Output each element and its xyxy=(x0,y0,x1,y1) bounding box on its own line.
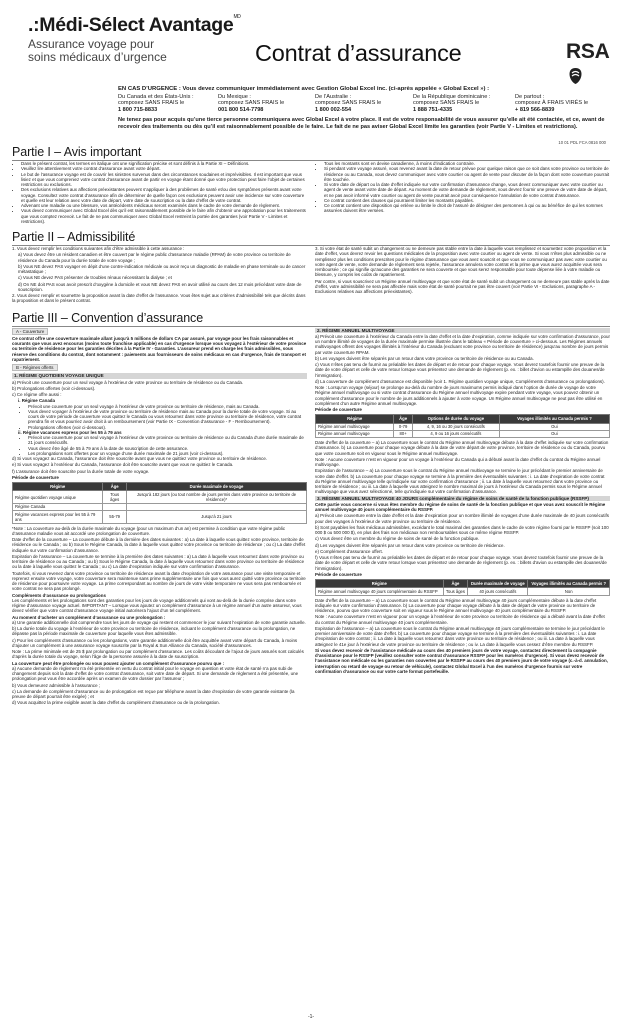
phone-label: composez SANS FRAIS le xyxy=(118,100,185,107)
canada-plan-items xyxy=(12,404,307,430)
eligibility-condition: b) Vous NE devez PAS voyager en dépit d’une contre-indication médicale ou avoir reçu un diagnostic de maladie en phase terminale ou de cancer métastatique ; xyxy=(18,263,306,275)
plan-item: c) Vous n’êtes pas tenu de fournir au préalable les dates de départ et de retour pour chaque voyage. Vous devrez toutefois fournir une preuve de la date de votre départ et celle de votre retour lorsque vous présentez une demande de règlement (p. ex. : billet d’avion ou estampille des douanes/de l’immigration). xyxy=(315,362,605,378)
plan-item: • Vous devez voyager à l’extérieur de votre province ou territoire de résidence mais au Canada pour la durée totale de votre voyage. Si au cours de votre période de couverture vous quittez le Canada ou vous retournez dans votre province ou territoire de résidence, votre contrat prendra fin et vous pourriez avoir droit à un remboursement (voir Partie IX - Convention d’assurance - F - Remboursement). xyxy=(28,409,307,425)
plan-item: • Prolongations offertes (voir ci-dessous). xyxy=(28,425,307,430)
table-header: Âge xyxy=(394,415,413,423)
table-cell: 80+ xyxy=(394,430,413,437)
plan-item: a) Prévoit une couverture entre la date d’effet et la date d’expiration pour un nombre illimité de voyages d’une durée maximale de 40 jours consécutifs pour des voyages à l’extérieur de votre province ou territoire de résidence. xyxy=(315,513,609,524)
document-reference: 10 01 PDL FCA 0816 000 xyxy=(558,140,606,146)
emergency-phone-list xyxy=(118,94,616,114)
tagline-line-2: soins médicaux d’urgence xyxy=(28,49,167,64)
coverage-period-table-3 xyxy=(315,579,610,596)
expiry-text: Expiration de l’assurance – La couverture se termine à la première des dates suivantes : a) La date à laquelle vous retournez dans votre province ou territoire de résidence ou au Canada ; ou b) Sous le Régime Canada, la date à laquelle vous retournez dans votre province ou territoire de résidence ou la date à laquelle vous quittez le Canada ; ou c) La date d’expiration indiquée sur votre confirmation d’assurance. xyxy=(12,553,305,570)
condition-item: b) Vous demeurez admissible à l’assurance ; xyxy=(12,682,101,688)
page-title: Contrat d’assurance xyxy=(255,40,462,66)
table-cell: Jusqu’à 182 jours (ou tout nombre de jours permis dans votre province ou territoire de résidence)* xyxy=(127,491,307,504)
plan-2-note: Note : Lorsqu’un voyage (séjour) se prolonge au-delà du nombre de jours maximums permis indiqué dans l’option de durée de voyage de votre Régime annuel multivoyage ou si votre contrat d’assurance du Régime annuel multivoyage expire pendant votre voyage, vous pouvez obtenir un complément d’assurance pour le nombre de jours additionnels à ajouter à votre voyage. Un Régime annuel multivoyage ne peut pas être utilisé en complément d’un autre Régime annuel multivoyage. xyxy=(315,385,603,406)
table-cell xyxy=(127,503,307,510)
minimum-premium-note: Note : La prime minimale est de 25 $ par prolongation ou par complément d’assurance. Les coûts découlant de l’ajout de jours assurés sont calculés d’après la durée totale du voyage, selon l’âge de la personne assurée à la date de souscription. xyxy=(12,649,304,660)
plan-item: f) Vous n’êtes pas tenu de fournir au préalable les dates de départ et de retour pour chaque voyage. Vous devrez toutefois fournir une preuve de la date de votre départ et celle de votre retour lorsque vous présentez une demande de règlement (p. ex. : billets d’avion ou estampille des douanes/de l’immigration). xyxy=(315,555,607,571)
notice-item: • Si votre date de départ ou la date d’effet indiquée sur votre confirmation d’assurance change, vous devez communiquer avec votre courtier ou agent de vente avant votre date de départ. Au moment de votre demande de règlement, vous devrez fournir une preuve de votre date de départ, et ne pas avoir informé votre courtier ou agent de vente pourrait avoir pour conséquence l’annulation de votre contrat d’assurance. xyxy=(324,182,610,198)
insurer-name: RSA xyxy=(566,40,610,63)
condition-item: d) Vous acquittez la prime exigible avant la date d’effet du complément d’assurance ou de la prolongation. xyxy=(12,700,220,706)
part-1-right-list xyxy=(315,161,610,214)
purchase-conditions-title: Au moment d’acheter un complément d’assurance ou une prolongation : xyxy=(12,614,166,620)
plan-item: a) Prévoit une couverture à l’extérieur du Canada entre la date d’effet et la date d’expiration, comme indiquée sur votre confirmation d’assurance, pour un nombre illimité de voyages de la durée maximale permise illustrée dans le tableau « Période de couverture » ci-dessous. Les Régimes annuels multivoyages offrent des voyages illimités à l’intérieur du Canada (excluant votre province ou territoire de résidence) jusqu’au nombre de jours permis par votre couverture RPAM. xyxy=(315,333,610,355)
condition-item: c) La demande de complément d’assurance ou de prolongation est reçue par téléphone avant la date d’expiration de votre garantie existante (la preuve de départ pourrait être exigée) ; et xyxy=(12,688,295,700)
phone-region: De la République dominicaine : xyxy=(413,93,491,100)
table-cell: 40 jours consécutifs xyxy=(468,588,528,595)
table-cell: Régime annuel multivoyage 40 jours complémentaire du RSSFP xyxy=(316,588,444,595)
plan-3-expiry: Expiration de l’assurance – a) La couverture sous le contrat du Régime annuel multivoyage 40 jours complémentaire se termine le jour précédant le premier anniversaire de votre date d’effet. b) La couverture pour chaque voyage se termine à la première des éventualités suivantes : i. La date d’expiration de votre contrat ; ii. La date à laquelle vous retournez dans votre province ou territoire de résidence ; ou iii. La date à laquelle vous atteignez le 41e jour à l’extérieur de votre province ou territoire de résidence ; ou iv. La date à laquelle vous cessez d’être membre du RSSFP. xyxy=(315,625,605,647)
table-row xyxy=(13,503,307,510)
table-header: Âge xyxy=(103,483,127,491)
phone-region: Du Canada et des États-Unis : xyxy=(118,93,194,100)
eligibility-annual-note: Par contre, si vous souscrivez un Régime annuel multivoyage et que votre état de santé subit un changement ou ne demeure pas stable après la date d’effet, votre admissibilité ne sera pas affectée mais votre état de santé pourrait ne pas être couvert (voir Partie VI - Exclusions, paragraphe A - Exclusions relatives aux affections préexistantes). xyxy=(315,278,610,295)
page-header xyxy=(12,0,610,86)
plan-3-effective-date: Date d’effet de la couverture – a) La couverture sous le contrat du Régime annuel multivoyage 40 jours complémentaire débute à la date d’effet indiquée sur votre confirmation d’assurance. b) La couverture pour chaque voyage débute à la date de départ de votre province ou territoire de résidence, pourvu que votre couverture soit en vigueur sous le Régime annuel multivoyage 40 jours complémentaire du RSSFP. xyxy=(315,597,597,614)
emergency-note: Ne tenez pas pour acquis qu’une tierce personne communiquera avec Global Excel à votre place. Il est de votre responsabilité de vous assurer qu’elle ait été contactée, et ce, avant de recevoir des traitements ou dès qu’il est raisonnablement possible de le faire. Le fait de ne pas aviser Global Excel limite les garanties (voir Partie V - Limites et restrictions). xyxy=(118,116,605,130)
plan-3-assistance-note: Si vous devez recevoir de l’assistance médicale au cours des 40 premiers jours de votre voyage, contactez directement la compagnie d’assistance pour le RSSFP (veuillez consulter votre contrat d’assurance RSSFP pour les numéros d’urgence). Si vous devez recevoir de l’assistance non médicale ou les garanties non couvertes par le RSSFP au cours des 40 premiers jours de votre voyage (c.-à-d. annulation, interruption ou retard de voyage ou retour de véhicule), contactez Global Excel à l’un des numéros d’urgence fournis sur votre confirmation d’assurance ou sur votre carte format portefeuille. xyxy=(315,647,608,674)
plan-item: c) Vous devez être un membre du régime de soins de santé de la fonction publique. xyxy=(315,536,480,542)
plan-1-heading: 1. RÉGIME QUOTIDIEN VOYAGE UNIQUE xyxy=(12,373,307,378)
emergency-phone-entry xyxy=(413,94,515,114)
table-header: Âge xyxy=(443,580,468,588)
notice-item: • Advenant une maladie ou une blessure, vos antécédents médicaux seront examinés dans le cadre de votre demande de règlement. xyxy=(21,203,307,208)
eligibility-condition: d) On NE doit PAS vous avoir prescrit d’oxygène à domicile et vous NE devez PAS en avoir utilisé au cours des 12 mois précédant votre date de souscription. xyxy=(18,281,302,292)
notice-item: • Ce contrat contient une disposition qui enlève ou limite le droit de l’assuré de désigner des personnes à qui ou au bénéfice de qui les sommes assurées doivent être versées. xyxy=(324,203,610,214)
emergency-lead: EN CAS D’URGENCE : Vous devez communiquer immédiatement avec Gestion Global Excel inc. (ci-après appelée « Global Excel ») : xyxy=(118,86,490,92)
table-cell: Tous âges xyxy=(443,588,468,595)
eligibility-condition: a) Vous devez être un résident canadien et être couvert par le régime public d’assurance maladie (RPAM) de votre province ou territoire de résidence du Canada pour la durée totale de votre voyage ; xyxy=(18,252,291,263)
effective-date-text: Date d’effet de la couverture – La couverture débute à la dernière des dates suivantes : a) La date à laquelle vous quittez votre province, territoire de résidence ou le Canada ; ou b) Sous le Régime Canada, la date à laquelle vous quittez votre province ou territoire de résidence ; ou c) La date d’effet indiquée sur votre confirmation d’assurance. xyxy=(12,537,306,553)
plan-2-expiry: Expiration de l’assurance – a) La couverture sous le contrat du Régime annuel multivoyage se termine le jour précédant le premier anniversaire de votre date d’effet. b) La couverture pour chaque voyage se termine à la première des éventualités suivantes : i. La date d’expiration de votre contrat du Régime annuel multivoyage telle qu’indiquée sur votre confirmation d’assurance ; ii. La date à laquelle vous retournez dans votre province ou territoire de résidence ; ou iii. La date à laquelle vous atteignez le nombre maximal de jours à l’extérieur du Canada permis sous le Régime annuel multivoyage que vous avez sélectionné, telle qu’indiquée sur votre confirmation d’assurance. xyxy=(315,468,605,495)
period-title-3: Période de couverture xyxy=(315,571,362,577)
notice-item: • Dans le présent contrat, les termes en italique ont une signification précise et sont définis à la Partie XI – Définitions. xyxy=(21,161,307,166)
coverage-period-table-1 xyxy=(12,482,307,524)
table-header: Régime xyxy=(316,580,444,588)
plan-3-heading: 3. RÉGIME ANNUEL MULTIVOYAGE 40 JOURS complémentaire du régime de soins de santé de la fonction publique (RSSFP) xyxy=(315,496,610,501)
brand-tagline xyxy=(28,38,241,63)
brand-logo xyxy=(28,14,241,37)
table-header: Voyages illimités au Canada permis ? xyxy=(528,580,610,588)
plan-2-heading: 2. RÉGIME ANNUEL MULTIVOYAGE xyxy=(315,328,610,333)
phone-label: composez SANS FRAIS le xyxy=(218,100,285,107)
table-cell: Tous âges xyxy=(103,491,127,504)
section-title-part-2: Partie II – Admissibilité xyxy=(12,230,610,246)
table-cell: 4, 9, 16 ou 30 jours consécutifs xyxy=(412,423,499,430)
emergency-phone-entry xyxy=(315,94,413,114)
condition-item: c) Pour les compléments d’assurance ou les prolongations, votre garantie additionnelle doit être acquittée avant votre départ du Canada, à moins d’ajouter un complément à une assurance voyage souscrite par la Royal & Sun Alliance du Canada, société d’assurances. xyxy=(12,637,298,648)
eligibility-conditions xyxy=(12,252,307,292)
part-1-left-list xyxy=(12,161,307,224)
page-number: -1- xyxy=(307,1014,315,1020)
coverage-period-table-2 xyxy=(315,414,610,438)
table-header: Durée maximale de voyage xyxy=(468,580,528,588)
subsection-coverage: A - Couverture xyxy=(12,328,48,335)
table-row xyxy=(316,423,610,430)
emergency-phone-entry xyxy=(218,94,315,114)
phone-label: composez SANS FRAIS le xyxy=(315,100,382,107)
subsection-plans: B - Régimes offerts xyxy=(12,364,58,371)
table-header: Durée maximale de voyage xyxy=(127,483,307,491)
rsa-emblem-icon xyxy=(568,67,583,85)
notice-item: • Des exclusions relatives aux affections préexistantes peuvent s’appliquer à des problèmes de santé et/ou des symptômes présents avant votre voyage. Consultez votre contrat d’assurance afin de déterminer de quelle façon ces exclusions peuvent avoir une incidence sur votre couverture et quelle est leur relation avec votre date de départ, votre date de souscription ou la date d’effet de votre contrat. xyxy=(21,187,307,203)
canada-plan-title: i. Régime Canada xyxy=(18,398,55,404)
plan-item: e) Si vous voyagez à l’extérieur du Canada, l’assurance doit être souscrite avant que vous ne quittiez le Canada. xyxy=(12,462,234,468)
period-title-1: Période de couverture xyxy=(12,474,59,480)
table-header: Régime xyxy=(13,483,103,491)
table-cell: Régime annuel multivoyage xyxy=(316,430,394,437)
table-row xyxy=(13,511,307,524)
emergency-phone-entry xyxy=(515,94,608,114)
plan-1-tail-items xyxy=(12,456,307,474)
part-1-body xyxy=(12,161,610,224)
table-cell: Jusqu’à 21 jours xyxy=(127,511,307,524)
phone-region: De l’Australie : xyxy=(315,93,352,100)
phone-label: composez À FRAIS VIRÉS le xyxy=(515,100,589,107)
eligibility-item-2: 2. Vous devez remplir et soumettre la proposition avant la date d’effet de l’assurance. Vous êtes sujet aux critères d’admissibilité tels que décrits dans la proposition et dans le présent contrat. xyxy=(12,293,306,304)
plan-item: b) Sont payables les frais médicaux admissibles, excédant le total maximal des garanties dans le cadre de votre régime fourni par le RSSFP (soit 100 000 $ ou 500 000 $), en plus des frais non médicaux non remboursables sous ce même régime RSSFP. xyxy=(315,524,609,536)
plan-item: b) Les voyages doivent être séparés par un retour dans votre province ou territoire de résidence ou au Canada. xyxy=(315,355,534,361)
table-cell: 0-79 xyxy=(394,423,413,430)
brand-mark: MD xyxy=(233,14,241,20)
notice-item: • Le but de l’assurance voyage est de couvrir les sinistres survenus dans des circonstances soudaines et imprévisibles. Il est important que vous lisiez et que vous compreniez votre contrat d’assurance avant de partir en voyage étant donné que votre protection peut faire l’objet de certaines restrictions ou exclusions. xyxy=(21,172,307,188)
table-1-note: *Note : La couverture au-delà de la durée maximale du voyage (pour un maximum d’un an) est permise à condition que votre régime public d’assurance maladie vous ait accordé une prolongation de couverture. xyxy=(12,525,286,536)
phone-label: composez SANS FRAIS le xyxy=(413,100,480,107)
plan-item: c) Ce régime offre aussi : xyxy=(12,392,62,398)
extension-conditions-title: La couverture peut être prolongée ou vous pouvez ajouter un complément d’assurance pourvu que : xyxy=(12,660,225,666)
part-3-right-column xyxy=(315,327,610,707)
period-title-2: Période de couverture xyxy=(315,407,362,413)
table-row xyxy=(316,588,610,595)
plan-item: f) L’assurance doit être souscrite pour la durée totale de votre voyage. xyxy=(12,468,150,474)
table-row xyxy=(13,491,307,504)
plan-item: d) Les voyages doivent être séparés par un retour dans votre province ou territoire de résidence. xyxy=(315,542,505,548)
table-cell: Non xyxy=(528,588,610,595)
phone-number: + 819 566-8839 xyxy=(515,107,555,114)
plan-3-lead: Cette partie vous concerne si vous êtes membre du régime de soins de santé de la fonction publique et que vous avez souscrit le Régime annuel multivoyage 40 jours complémentaire du RSSFP. xyxy=(315,501,606,513)
eligibility-intro: 1. Vous devez remplir les conditions suivantes afin d’être admissible à cette assurance : xyxy=(12,246,185,252)
plan-3-items xyxy=(315,513,610,571)
part-3-body xyxy=(12,327,610,707)
vacation-plan-items xyxy=(12,435,307,456)
eligibility-condition: c) Vous NE devez PAS présenter de troubles rénaux nécessitant la dialyse ; et xyxy=(18,275,172,281)
plan-item: d) La couverture de complément d’assurance est disponible (voir 1. Régime quotidien voyage unique, Compléments d’assurance ou prolongations). xyxy=(315,378,605,384)
plan-1-items xyxy=(12,380,307,398)
top-up-text: Les compléments et les prolongations sont des garanties pour les jours de voyage additionnels qui vont au-delà de la durée comprise dans votre régime d’assurance voyage actuel. IMPORTANT – Lorsque vous ajoutez un complément d’assurance à un régime annuel d’un autre assureur, vous devez vérifier que votre contrat d’assurance voyage initial autorisera l’ajout d’un tel complément. xyxy=(12,597,302,614)
table-cell: Oui xyxy=(499,423,609,430)
table-cell: 4, 9 ou 16 jours consécutifs xyxy=(412,430,499,437)
table-cell: Oui xyxy=(499,430,609,437)
plan-item: • Prévoit une couverture pour un seul voyage à l’extérieur de votre province ou territoire de résidence, mais au Canada. xyxy=(28,404,307,409)
temporary-return-text: Toutefois, si vous revenez dans votre province ou territoire de résidence avant la date d’expiration de votre assurance pour une visite temporaire et reprenez ensuite votre voyage, votre couverture sera maintenue sans prime supplémentaire une fois que vous aurez quitté votre province ou territoire de résidence pour poursuivre votre voyage. La prime correspondant au nombre de jours de votre visite temporaire ne vous sera pas remboursée et votre contrat ne sera pas prolongé. xyxy=(12,570,306,592)
plan-item: • Vous devez être âgé de 55 à 79 ans à la date de souscription de cette assurance. xyxy=(28,446,307,451)
plan-item: • Prévoit une couverture pour un seul voyage à l’extérieur de votre province ou territoire de résidence ou du Canada d’une durée maximale de 21 jours consécutifs. xyxy=(28,435,307,446)
phone-number: 1 800 002-554 xyxy=(315,107,352,114)
purchase-conditions xyxy=(12,620,307,648)
condition-item: a) Une garantie additionnelle doit comprendre tous les jours de voyage qui restent et commencer le jour suivant l’expiration de votre garantie actuelle. xyxy=(12,619,306,625)
plan-2-items xyxy=(315,334,610,384)
section-title-part-3: Partie III – Convention d’assurance xyxy=(12,311,610,327)
emergency-phone-entry xyxy=(118,94,218,114)
condition-item: a) Aucune demande de règlement n’a été présentée en vertu du contrat initial pour le voyage en question et votre état de santé n’a pas subi de changement depuis soit la date d’effet de votre contrat d’assurance, soit votre date de départ. Si une demande de règlement a été présentée, une prolongation peut vous être accordée après un examen de votre dossier par l’assureur ; xyxy=(12,665,299,682)
notice-item: • Tous les montants sont en devise canadienne, à moins d’indication contraire. xyxy=(324,161,610,166)
insurer-logo xyxy=(566,40,610,88)
table-cell: 55-79 xyxy=(103,511,127,524)
phone-number: 1 888 751-4335 xyxy=(413,107,453,114)
phone-number: 001 800 514-7798 xyxy=(218,107,264,114)
table-cell: Régime quotidien voyage unique xyxy=(13,491,103,504)
tagline-line-1: Assurance voyage pour xyxy=(28,37,155,51)
plan-3-effective-note: Note : Aucune couverture n’est en vigueur pour un voyage à l’extérieur de votre province ou territoire de résidence qui a débuté avant la date d’effet du contrat du Régime annuel multivoyage 40 jours complémentaire. xyxy=(315,614,605,625)
table-cell xyxy=(103,503,127,510)
phone-region: Du Mexique : xyxy=(218,93,251,100)
table-cell: Régime annuel multivoyage xyxy=(316,423,394,430)
extension-conditions xyxy=(12,666,307,706)
notice-item: • Ce contrat contient des clauses qui pourraient limiter les montants payables. xyxy=(324,198,610,203)
plan-item: d) Si vous voyagez au Canada, l’assurance doit être souscrite avant que vous ne quittiez votre province ou territoire de résidence. xyxy=(12,456,268,462)
condition-item: b) La durée totale du voyage à l’extérieur de votre province ou territoire de résidence, incluant le complément d’assurance ou la prolongation, ne dépasse pas la période maximale de couverture pour laquelle vous êtes admissible. xyxy=(12,626,296,637)
emergency-contact-box xyxy=(118,86,616,130)
table-row xyxy=(316,430,610,437)
notice-item: • Vous devez communiquer avec Global Excel dès qu’il est raisonnablement possible de le faire afin d’obtenir une approbation pour les traitements que vous comptez recevoir. Le fait de ne pas communiquer avec Global Excel restreint la portée des garanties (voir Partie V - Limites et restrictions). xyxy=(21,208,307,224)
notice-item: • Veuillez lire attentivement votre contrat d’assurance avant votre départ. xyxy=(21,166,307,171)
table-header: Régime xyxy=(316,415,394,423)
phone-number: 1 800 715-8833 xyxy=(118,107,158,114)
plan-2-effective-note: Note : Aucune couverture n’est en vigueur pour un voyage à l’extérieur du Canada qui a débuté avant la date d’effet du contrat du Régime annuel multivoyage. xyxy=(315,456,601,468)
coverage-text: Ce contrat offre une couverture maximale allant jusqu’à 5 millions de dollars CA par assuré, par voyage pour les frais raisonnables et courants que vous avez encourus (moins toute franchise applicable) en cas d’urgence lorsque vous voyagez à l’extérieur de votre province ou territoire de résidence pour les garanties décrites à la Partie IV - Garanties. L’assureur prend en charge les frais admissibles, sous réserve des conditions du contrat, dont notamment : paiements aux fournisseurs de soins médicaux en cas d’urgence, frais de transport et rapatriement. xyxy=(12,335,307,362)
brand-name: .:Médi-Sélect Avantage xyxy=(28,14,234,36)
section-title-part-1: Partie I – Avis important xyxy=(12,145,610,161)
table-cell: Régime Canada xyxy=(13,503,103,510)
part-2-body xyxy=(12,246,610,305)
top-up-title: Compléments d’assurance ou prolongations xyxy=(12,592,106,598)
plan-item: b) Prolongations offertes (voir ci-dessous). xyxy=(12,385,96,391)
eligibility-item-3: 3. Si votre état de santé subit un changement ou ne demeure pas stable entre la date à laquelle vous remplissez et soumettez votre proposition et la date d’effet, vous devrez revoir les questions médicales de la proposition avec votre courtier ou agent de vente. Si vous n’êtes plus admissible ou ne remplissez plus les conditions prescrites pour le régime d’assurance que vous avez souscrit et que vous ne communiquez pas avec votre courtier ou votre agent de vente, votre demande de règlement sera rejetée, l’assurance annulera votre contrat et la prime que vous aurez acquittée vous sera remboursée ; ce qui signifie qu’aucune des garanties ne sera couverte et que vous serez responsable pour toute dépense liée à votre maladie ou blessure, y compris les coûts de rapatriement. xyxy=(315,246,607,278)
plan-item: a) Prévoit une couverture pour un seul voyage à l’extérieur de votre province ou territoire de résidence ou du Canada. xyxy=(12,379,244,385)
phone-region: De partout : xyxy=(515,93,545,100)
table-cell: Régime vacances express pour les 55 à 79 ans xyxy=(13,511,103,524)
notice-item: • Si pendant votre voyage assuré, vous revenez avant la date de retour prévue pour quelque raison que ce soit dans votre province ou territoire de résidence ou au Canada, vous devez communiquer avec votre courtier ou agent de vente pour discuter de la façon dont votre couverture pourrait être touchée. xyxy=(324,166,610,182)
table-header: Voyages illimités au Canada permis ? xyxy=(499,415,609,423)
table-header: Options de durée du voyage xyxy=(412,415,499,423)
plan-2-effective-date: Date d’effet de la couverture – a) La couverture sous le contrat du Régime annuel multivoyage débute à la date d’effet indiquée sur votre confirmation d’assurance. b) La couverture pour chaque voyage débute à la date de votre départ de votre province, territoire de résidence ou du Canada, pourvu que votre couverture soit en vigueur sous le Régime annuel multivoyage. xyxy=(315,440,609,456)
plan-item: • Les prolongations sont offertes pour un voyage d’une durée maximale de 21 jours (voir ci-dessous). xyxy=(28,451,307,456)
part-3-left-column xyxy=(12,327,307,707)
vacation-plan-title: ii. Régime vacances express pour les 55 à 79 ans xyxy=(18,429,122,435)
brand-block xyxy=(28,14,241,63)
plan-item: e) Complément d’assurance offert. xyxy=(315,548,383,554)
